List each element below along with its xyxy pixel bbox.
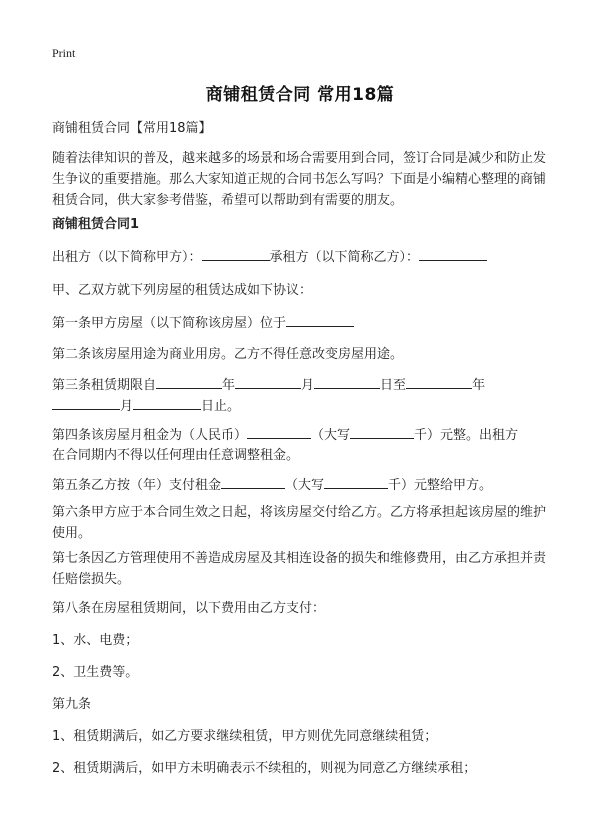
article-3-start: 第三条租赁期限自 — [52, 378, 157, 393]
monthly-rent-blank[interactable] — [247, 424, 311, 439]
article-8: 第八条在房屋租赁期间，以下费用由乙方支付： — [52, 601, 326, 616]
article-4-unit: 千）元整。出租方 — [414, 428, 519, 443]
end-day-label: 日止。 — [201, 399, 241, 414]
article-3-line-1 — [52, 374, 552, 396]
intro-paragraph: 随着法律知识的普及，越来越多的场景和场合需要用到合同，签订合同是减少和防止发生争议的重要措施。那么大家知道正规的合同书怎么写吗？下面是小编精心整理的商铺租赁合同，供大家参考借鉴，希望可以帮助到有需要的朋友。 — [52, 151, 547, 208]
parties-line — [52, 246, 552, 268]
day-to-label: 日至 — [380, 378, 407, 393]
article-5-start: 第五条乙方按（年）支付租金 — [52, 478, 222, 493]
document-title: 商铺租赁合同 常用18篇 — [205, 85, 395, 105]
location-blank[interactable] — [286, 312, 354, 327]
monthly-rent-caps-blank[interactable] — [350, 424, 414, 439]
article-4-start: 第四条该房屋月租金为（人民币） — [52, 428, 248, 443]
article-6: 第六条甲方应于本合同生效之日起，将该房屋交付给乙方。乙方将承担起该房屋的维护使用。 — [52, 505, 547, 541]
article-1-text: 第一条甲方房屋（以下简称该房屋）位于 — [52, 316, 287, 331]
article-4-caps: （大写 — [311, 428, 351, 443]
article-5 — [52, 474, 552, 496]
lessor-blank[interactable] — [202, 246, 270, 261]
article-5-caps: （大写 — [285, 478, 325, 493]
start-month-blank[interactable] — [235, 374, 301, 389]
end-day-blank[interactable] — [133, 395, 201, 410]
print-label: Print — [52, 46, 76, 60]
end-year-label: 年 — [472, 378, 486, 393]
article-4-line-1 — [52, 424, 552, 446]
intro-subtitle: 商铺租赁合同【常用18篇】 — [52, 121, 212, 136]
lessor-label: 出租方（以下简称甲方）： — [52, 250, 202, 265]
start-day-blank[interactable] — [314, 374, 380, 389]
article-7: 第七条因乙方管理使用不善造成房屋及其相连设备的损失和维修费用，由乙方承担并责任赔偿损失。 — [52, 551, 547, 587]
article-2: 第二条该房屋用途为商业用房。乙方不得任意改变房屋用途。 — [52, 347, 404, 362]
start-year-blank[interactable] — [156, 374, 222, 389]
end-year-blank[interactable] — [406, 374, 472, 389]
end-year-cont-blank[interactable] — [52, 395, 120, 410]
article-1 — [52, 312, 552, 334]
article-9-item-1: 1、租赁期满后，如乙方要求继续租赁，甲方则优先同意继续租赁； — [52, 729, 438, 744]
article-3-line-2 — [52, 395, 552, 417]
contract-heading: 商铺租赁合同1 — [52, 217, 140, 232]
annual-rent-blank[interactable] — [221, 474, 285, 489]
article-5-end: 千）元整给甲方。 — [388, 478, 493, 493]
article-9: 第九条 — [52, 697, 92, 712]
month-label: 月 — [301, 378, 315, 393]
year-label: 年 — [222, 378, 236, 393]
annual-rent-caps-blank[interactable] — [324, 474, 388, 489]
lessee-label: 承租方（以下简称乙方）： — [269, 250, 420, 265]
end-month-label: 月 — [120, 399, 134, 414]
agreement-line: 甲、乙双方就下列房屋的租赁达成如下协议： — [52, 283, 313, 298]
article-9-item-2: 2、租赁期满后，如甲方未明确表示不续租的，则视为同意乙方继续承租； — [52, 761, 477, 776]
article-4-line-2: 在合同期内不得以任何理由任意调整租金。 — [52, 448, 300, 463]
article-8-item-1: 1、水、电费； — [52, 633, 139, 648]
article-8-item-2: 2、卫生费等。 — [52, 665, 139, 680]
lessee-blank[interactable] — [419, 246, 487, 261]
